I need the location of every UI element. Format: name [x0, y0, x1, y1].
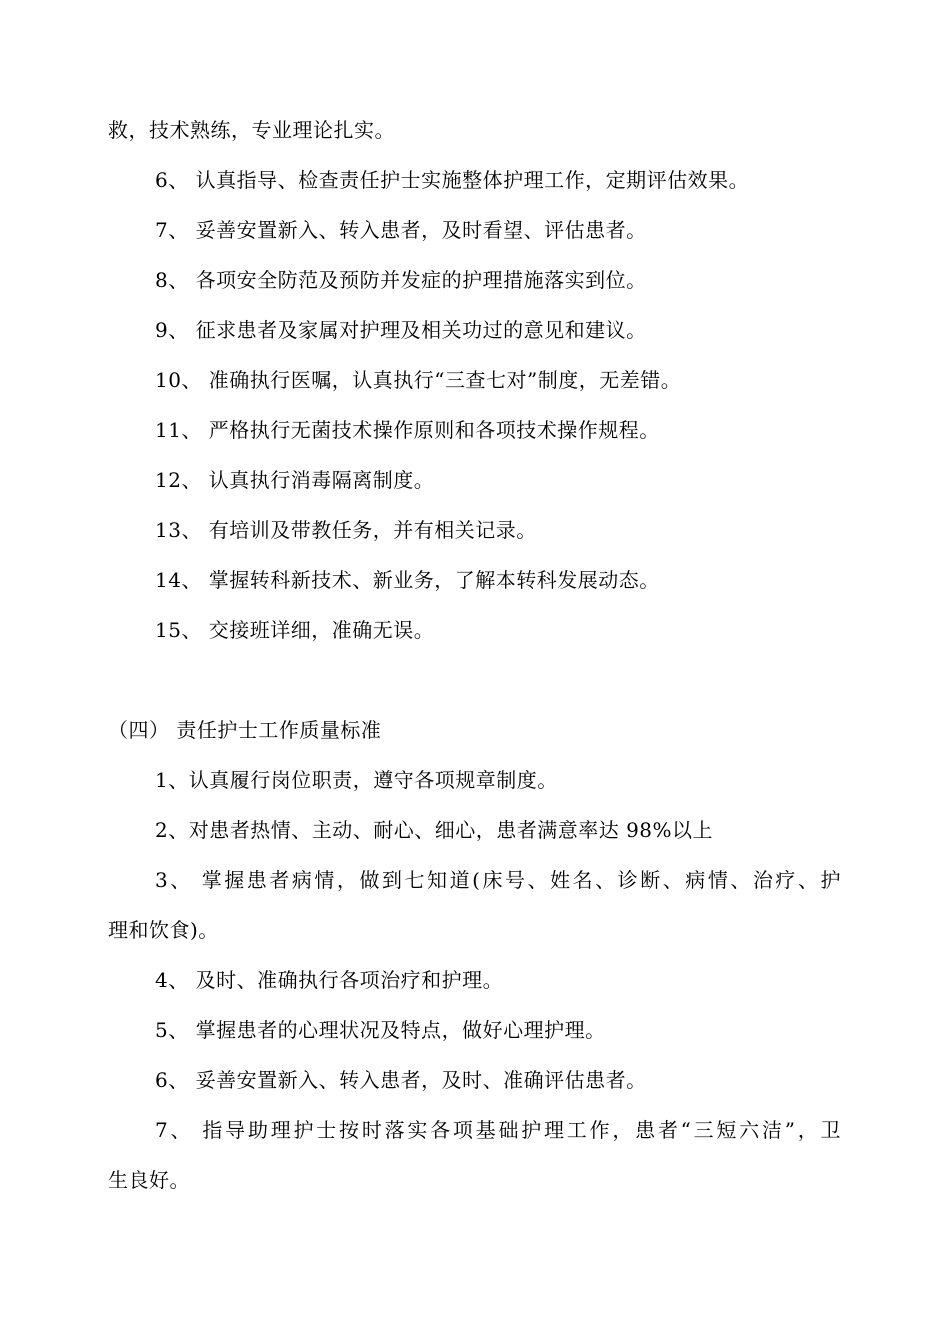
list-item: 2、对患者热情、主动、耐心、细心，患者满意率达 98%以上 — [155, 818, 714, 842]
list-item-continuation: 理和饮食)。 — [108, 918, 219, 942]
list-item: 15、 交接班详细，准确无误。 — [155, 618, 435, 642]
list-item: 7、 妥善安置新入、转入患者，及时看望、评估患者。 — [155, 218, 647, 242]
list-item: 6、 妥善安置新入、转入患者，及时、准确评估患者。 — [155, 1068, 647, 1092]
list-item: 9、 征求患者及家属对护理及相关功过的意见和建议。 — [155, 318, 647, 342]
text-line: 救，技术熟练，专业理论扎实。 — [108, 118, 395, 142]
list-item: 6、 认真指导、检查责任护士实施整体护理工作，定期评估效果。 — [155, 168, 750, 192]
list-item: 10、 准确执行医嘱，认真执行“三查七对”制度，无差错。 — [155, 368, 682, 392]
list-item: 1、认真履行岗位职责，遵守各项规章制度。 — [155, 768, 558, 792]
list-item: 14、 掌握转科新技术、新业务，了解本转科发展动态。 — [155, 568, 660, 592]
list-item: 12、 认真执行消毒隔离制度。 — [155, 468, 435, 492]
section-heading: （四） 责任护士工作质量标准 — [108, 718, 382, 742]
list-item: 3、 掌握患者病情，做到七知道(床号、姓名、诊断、病情、治疗、护 — [155, 868, 841, 892]
list-item: 4、 及时、准确执行各项治疗和护理。 — [155, 968, 504, 992]
list-item: 13、 有培训及带教任务，并有相关记录。 — [155, 518, 537, 542]
list-item: 7、 指导助理护士按时落实各项基础护理工作，患者“三短六洁”，卫 — [155, 1118, 841, 1142]
list-item: 8、 各项安全防范及预防并发症的护理措施落实到位。 — [155, 268, 647, 292]
list-item: 11、 严格执行无菌技术操作原则和各项技术操作规程。 — [155, 418, 660, 442]
list-item: 5、 掌握患者的心理状况及特点，做好心理护理。 — [155, 1018, 606, 1042]
list-item-continuation: 生良好。 — [108, 1168, 190, 1192]
